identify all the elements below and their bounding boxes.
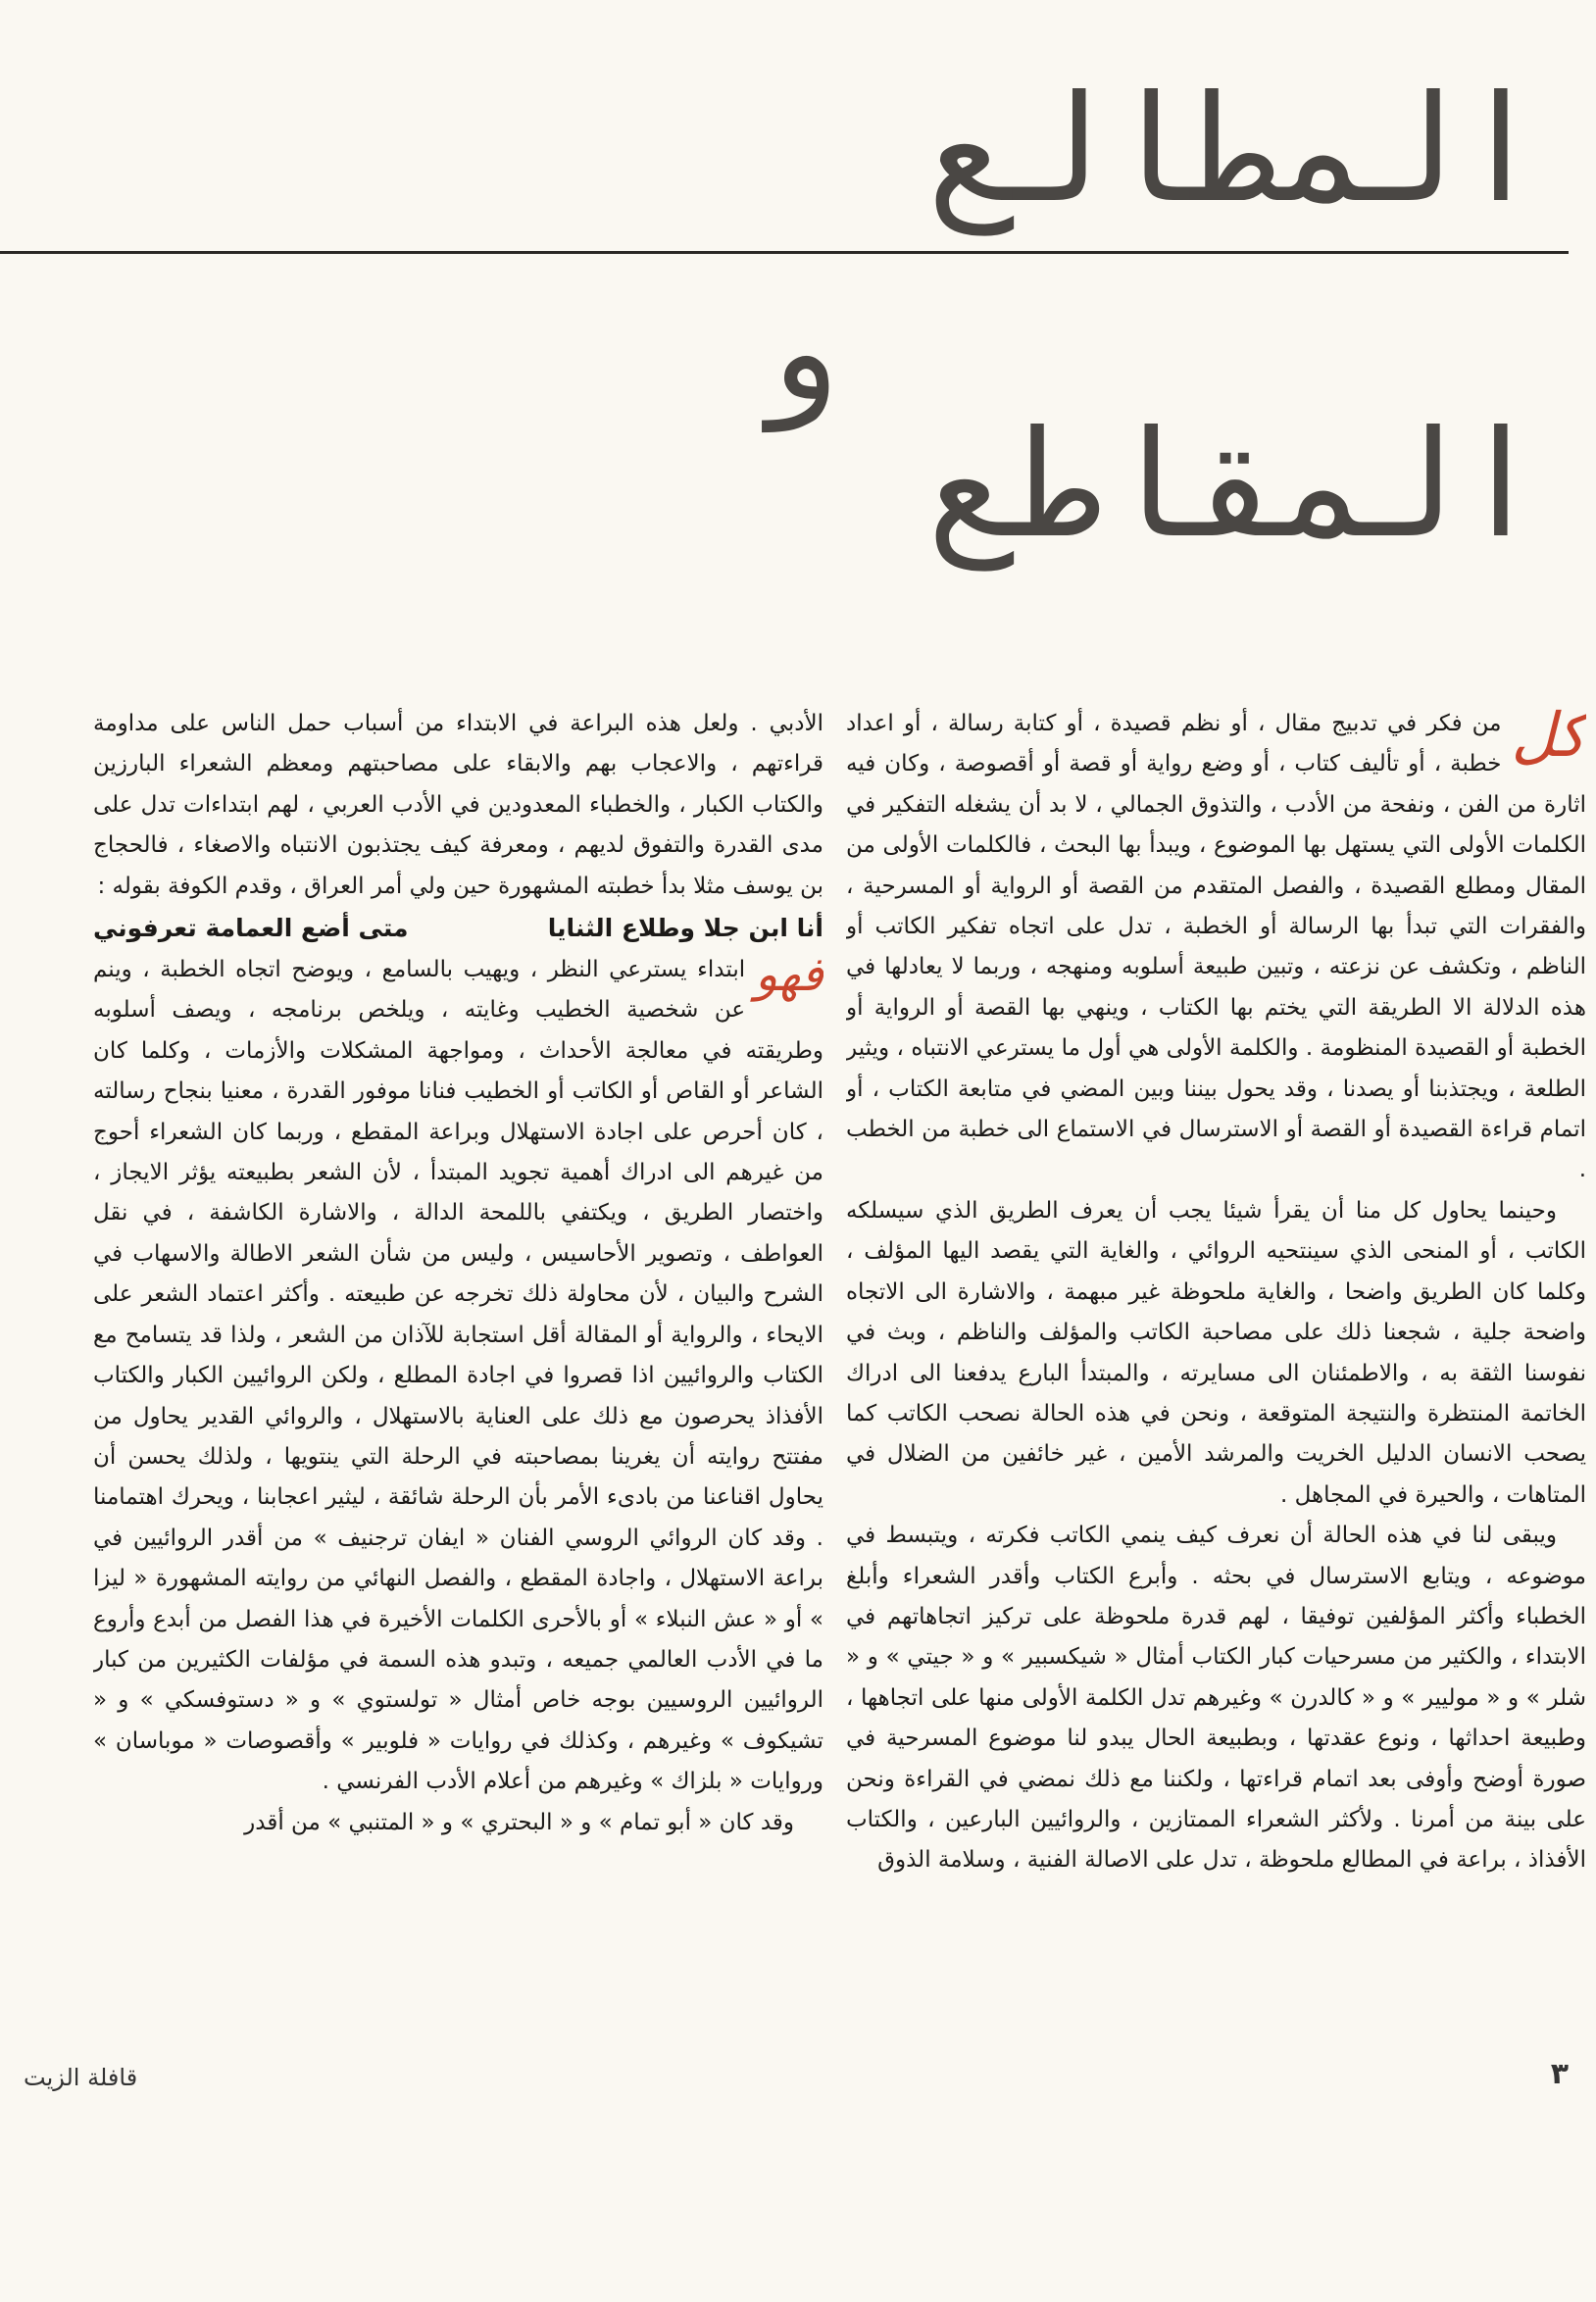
paragraph-2: وحينما يحاول كل منا أن يقرأ شيئا يجب أن يعرف الطريق الذي سيسلكه الكاتب ، أو المنحى الذي سينتحيه الروائي ، والغاية التي يقصد اليها المؤلف ، وكلما كان الطريق واضحا ، والغاية ملحوظة غير مبهمة ، والاشارة الى الاتجاه واضحة جلية ، شجعنا ذلك على مصاحبة الكاتب والمؤلف والناظم ، وبث في نفوسنا الثقة به ، والاطمئنان الى مسايرته ، والمبتدأ البارع يدفعنا الى ادراك الخاتمة المنتظرة والنتيجة المتوقعة ، ونحن في هذه الحالة نصحب الكاتب كما يصحب الانسان الدليل الخريت والمرشد الأمين ، غير خائفين من الضلال في المتاهات ، والحيرة في المجاهل . — [846, 1197, 1586, 1508]
paragraph-1 — [846, 704, 1586, 1191]
verse-hemistich-2: متى أضع العمامة تعرفوني — [93, 914, 409, 943]
page-number: ٣ — [1550, 2057, 1569, 2091]
drop-word-kul: كل — [1511, 704, 1586, 771]
verse-line — [93, 907, 823, 950]
paragraph-5-text: ابتداء يسترعي النظر ، ويهيب بالسامع ، ويوضح اتجاه الخطبة ، وينم عن شخصية الخطيب وغايته ، ويلخص برنامجه ، ويصف أسلوبه وطريقته في معالجة الأحداث ، ومواجهة المشكلات والأزمات ، وكلما كان الشاعر أو القاص أو الكاتب أو الخطيب فنانا موفور القدرة ، معنيا بنجاح رسالته ، كان أحرص على اجادة الاستهلال وبراعة المقطع ، وربما كان الشعراء أحوج من غيرهم الى ادراك أهمية تجويد المبتدأ ، لأن الشعر بطبيعته يؤثر الايجاز ، واختصار الطريق ، ويكتفي باللمحة الدالة ، والاشارة الكاشفة ، في نقل العواطف ، وتصوير الأحاسيس ، وليس من شأن الشعر الاطالة والاسهاب في الشرح والبيان ، لأن محاولة ذلك تخرجه عن طبيعته . وأكثر اعتماد الشعر على الايحاء ، والرواية أو المقالة أقل استجابة للآذان من الشعر ، ولذا قد يتسامح مع الكتاب والروائيين اذا قصروا في اجادة المطلع ، ولكن الروائيين الكبار والكتاب الأفذاذ يحرصون مع ذلك على العناية بالاستهلال ، والروائي القدير يحاول من مفتتح روايته أن يغرينا بمصاحبته في الرحلة التي ينتويها ، ولذلك يحسن أن يحاول اقناعنا من بادىء الأمر بأن الرحلة شائقة ، ليثير اعجابنا ، ويحرك اهتمامنا . وقد كان الروائي الروسي الفنان « ايفان ترجنيف » من أقدر الروائيين في براعة الاستهلال ، واجادة المقطع ، والفصل النهائي من روايته المشهورة « ليزا » أو « عش النبلاء » أو بالأحرى الكلمات الأخيرة في هذا الفصل من أبدع وأروع ما في الأدب العالمي جميعه ، وتبدو هذه السمة في مؤلفات الكثيرين من كبار الروائيين الروسيين بوجه خاص أمثال « تولستوي » و « دستوفسكي » و « تشيكوف » وغيرهم ، وكذلك في روايات « فلوبير » وأقصوصات « موباسان » وروايات « بلزاك » وغيرهم من أعلام الأدب الفرنسي . — [93, 957, 823, 1795]
article-column-right — [846, 704, 1586, 2302]
title-line-3: المقاطع — [924, 400, 1545, 571]
paragraph-3: ويبقى لنا في هذه الحالة أن نعرف كيف ينمي الكاتب فكرته ، ويتبسط في موضوعه ، ويتابع الاسترسال في بحثه . وأبرع الكتاب وأقدر الشعراء وأبلغ الخطباء وأكثر المؤلفين توفيقا ، لهم قدرة ملحوظة على تركيز اتجاهاتهم في الابتداء ، والكثير من مسرحيات كبار الكتاب أمثال « شيكسبير » و « جيتي » و « شلر » و « موليير » و « كالدرن » وغيرهم تدل الكلمة الأولى منها على اتجاهها ، وطبيعة احداثها ، ونوع عقدتها ، وبطبيعة الحال يبدو لنا موضوع المسرحية في صورة أوضح وأوفى بعد اتمام قراءتها ، ولكننا مع ذلك نمضي في القراءة ونحن على بينة من أمرنا . ولأكثر الشعراء الممتازين ، والروائيين البارعين ، والكتاب الأفذاذ ، براعة في المطالع ملحوظة ، تدل على الاصالة الفنية ، وسلامة الذوق — [846, 1523, 1586, 1874]
drop-word-fahuwa: فهو — [755, 947, 823, 1003]
article-column-left — [93, 704, 823, 2302]
verse-hemistich-1: أنا ابن جلا وطلاع الثنايا — [547, 914, 823, 943]
paragraph-4: الأدبي . ولعل هذه البراعة في الابتداء من أسباب حمل الناس على مداومة قراءتهم ، والاعجاب بهم والابقاء على مصاحبتهم ومعظم الشعراء البارزين والكتاب الكبار ، والخطباء المعدودين في الأدب العربي ، لهم ابتداءات تدل على مدى القدرة والتفوق لديهم ، ومعرفة كيف يجتذبون الانتباه والاصغاء ، فالحجاج بن يوسف مثلا بدأ خطبته المشهورة حين ولي أمر العراق ، وقدم الكوفة بقوله : — [93, 711, 823, 899]
title-line-1: المطالع — [924, 65, 1545, 235]
paragraph-1-text: من فكر في تدبيج مقال ، أو نظم قصيدة ، أو كتابة رسالة ، أو اعداد خطبة ، أو تأليف كتاب ، أو وضع رواية أو قصة أو أقصوصة ، وكان فيه اثارة من الفن ، ونفحة من الأدب ، والتذوق الجمالي ، لا بد أن يشغله التفكير في الكلمات الأولى التي يستهل بها الموضوع ، ويبدأ بها البحث ، فالكلمات الأولى من المقال ومطلع القصيدة ، والفصل المتقدم من القصة أو الرواية أو المسرحية ، والفقرات التي تبدأ بها الرسالة أو الخطبة ، تدل على اتجاه تفكير الكاتب أو الناظم ، وتكشف عن نزعته ، وتبين طبيعة أسلوبه ومنهجه ، وربما لا يعادلها في هذه الدلالة الا الطريقة التي يختم بها الكتاب ، وينهي بها القصة أو الرواية أو الخطبة أو القصيدة المنظومة . والكلمة الأولى هي أول ما يسترعي الانتباه ، ويثير الطلعة ، ويجتذبنا أو يصدنا ، وقد يحول بيننا وبين المضي في متابعة الكتاب ، أو اتمام قراءة القصيدة أو القصة أو الاسترسال في الاستماع الى خطبة من الخطب . — [846, 711, 1586, 1183]
paragraph-5 — [93, 947, 823, 1803]
paragraph-6: وقد كان « أبو تمام » و « البحتري » و « المتنبي » من أقدر — [244, 1809, 794, 1835]
title-line-2: و — [756, 273, 840, 432]
magazine-name: قافلة الزيت — [24, 2064, 138, 2091]
title-divider — [0, 251, 1569, 254]
